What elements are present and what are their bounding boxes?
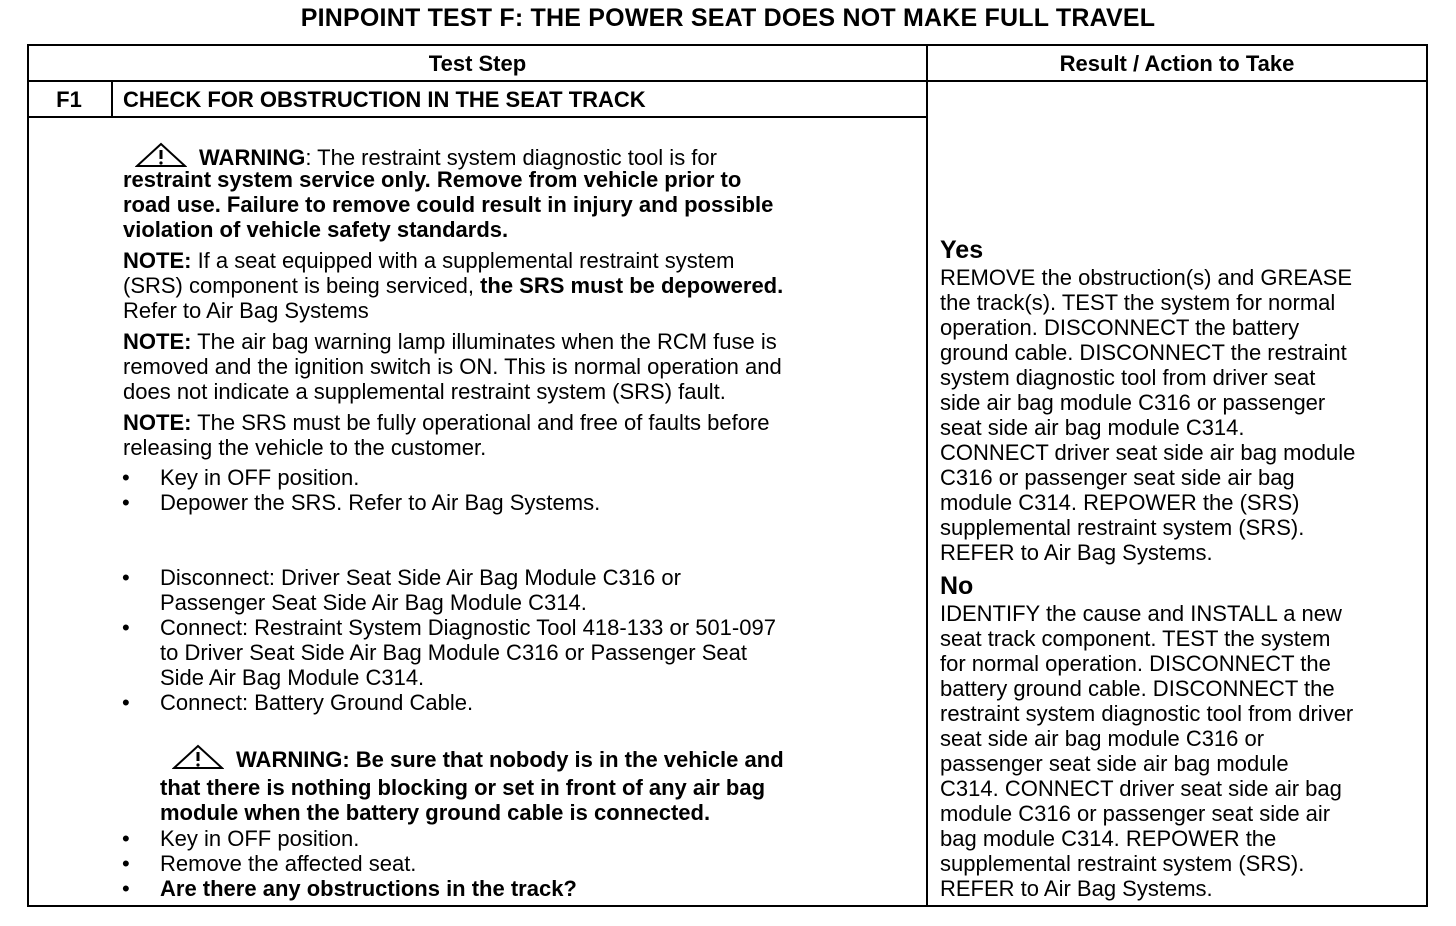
step-id-divider — [111, 80, 113, 118]
bullet-marker: • — [122, 690, 130, 715]
note-3 — [123, 410, 913, 460]
header-result-action: Result / Action to Take — [1059, 51, 1295, 76]
warning-line: WARNING: Be sure that nobody is in the vehicle and — [236, 747, 784, 772]
warning-text: : The restraint system diagnostic tool is for — [305, 145, 717, 170]
warning-triangle-icon — [172, 744, 224, 775]
list-item: Key in OFF position. — [160, 465, 360, 490]
list-item: Connect: Restraint System Diagnostic Tool 418-133 or 501-097 to Driver Seat Side Air Bag Module C316 or Passenger Seat Side Air Bag Module C314. — [160, 615, 776, 690]
warning-line: road use. Failure to remove could result in injury and possible — [123, 192, 774, 217]
bullet-marker: • — [122, 565, 130, 590]
list-item: Key in OFF position. — [160, 826, 360, 851]
list-item: Remove the affected seat. — [160, 851, 417, 876]
bullet-marker: • — [122, 615, 130, 640]
page-title: PINPOINT TEST F: THE POWER SEAT DOES NOT MAKE FULL TRAVEL — [300, 4, 1156, 32]
note-emphasis: the SRS must be depowered. — [480, 273, 784, 298]
list-item: Depower the SRS. Refer to Air Bag Systems. — [160, 490, 601, 515]
note-text: does not indicate a supplemental restraint system (SRS) fault. — [123, 379, 726, 404]
result-no-text: IDENTIFY the cause and INSTALL a new seat track component. TEST the system for normal operation. DISCONNECT the battery ground cable. DISCONNECT the restraint system diagnostic tool from driver seat side air bag module C316 or passenger seat side air bag module C314. CONNECT driver seat side air bag module C316 or passenger seat side air bag module C314. REPOWER the supplemental restraint system (SRS). REFER to Air Bag Systems. — [940, 601, 1354, 901]
list-item: Connect: Battery Ground Cable. — [160, 690, 474, 715]
note-text: The air bag warning lamp illuminates when the RCM fuse is — [191, 329, 777, 354]
note-label: NOTE: — [123, 248, 192, 273]
header-rule — [27, 80, 1428, 82]
note-text: removed and the ignition switch is ON. This is normal operation and — [123, 354, 782, 379]
note-text: Refer to Air Bag Systems — [123, 298, 369, 323]
result-yes-text: REMOVE the obstruction(s) and GREASE the track(s). TEST the system for normal operation. DISCONNECT the battery ground cable. DISCONNECT the restraint system diagnostic tool from driver seat side air bag module C316 or passenger seat side air bag module C314. CONNECT driver seat side air bag module C316 or passenger seat side air bag module C314. REPOWER the (SRS) supplemental restraint system (SRS). REFER to Air Bag Systems. — [940, 265, 1356, 565]
column-divider — [926, 44, 928, 907]
warning-label: WARNING — [199, 145, 306, 170]
result-yes-label: Yes — [940, 236, 984, 264]
note-label: NOTE: — [123, 410, 192, 435]
header-test-step: Test Step — [428, 51, 527, 76]
bullet-marker: • — [122, 851, 130, 876]
warning-block-2 — [160, 744, 920, 825]
bullet-marker: • — [122, 876, 130, 901]
note-text: releasing the vehicle to the customer. — [123, 435, 487, 460]
bullet-marker: • — [122, 826, 130, 851]
note-2 — [123, 329, 913, 404]
note-text: (SRS) component is being serviced, — [123, 273, 481, 298]
bullet-marker: • — [122, 465, 130, 490]
warning-line: violation of vehicle safety standards. — [123, 217, 509, 242]
step-id: F1 — [56, 87, 82, 112]
warning-line: module when the battery ground cable is connected. — [160, 800, 711, 825]
note-1 — [123, 248, 913, 323]
step-title: CHECK FOR OBSTRUCTION IN THE SEAT TRACK — [123, 87, 646, 112]
bullet-marker: • — [122, 490, 130, 515]
result-no-label: No — [940, 572, 974, 600]
step-title-rule — [27, 116, 928, 118]
warning-line: restraint system service only. Remove from vehicle prior to — [123, 167, 742, 192]
note-label: NOTE: — [123, 329, 192, 354]
note-text: The SRS must be fully operational and free of faults before — [191, 410, 770, 435]
note-text: If a seat equipped with a supplemental restraint system — [191, 248, 735, 273]
list-item: Disconnect: Driver Seat Side Air Bag Module C316 or Passenger Seat Side Air Bag Module C314. — [160, 565, 681, 615]
warning-line: that there is nothing blocking or set in front of any air bag — [160, 775, 766, 800]
question-item: Are there any obstructions in the track? — [160, 876, 577, 901]
warning-text-lines — [123, 167, 913, 242]
